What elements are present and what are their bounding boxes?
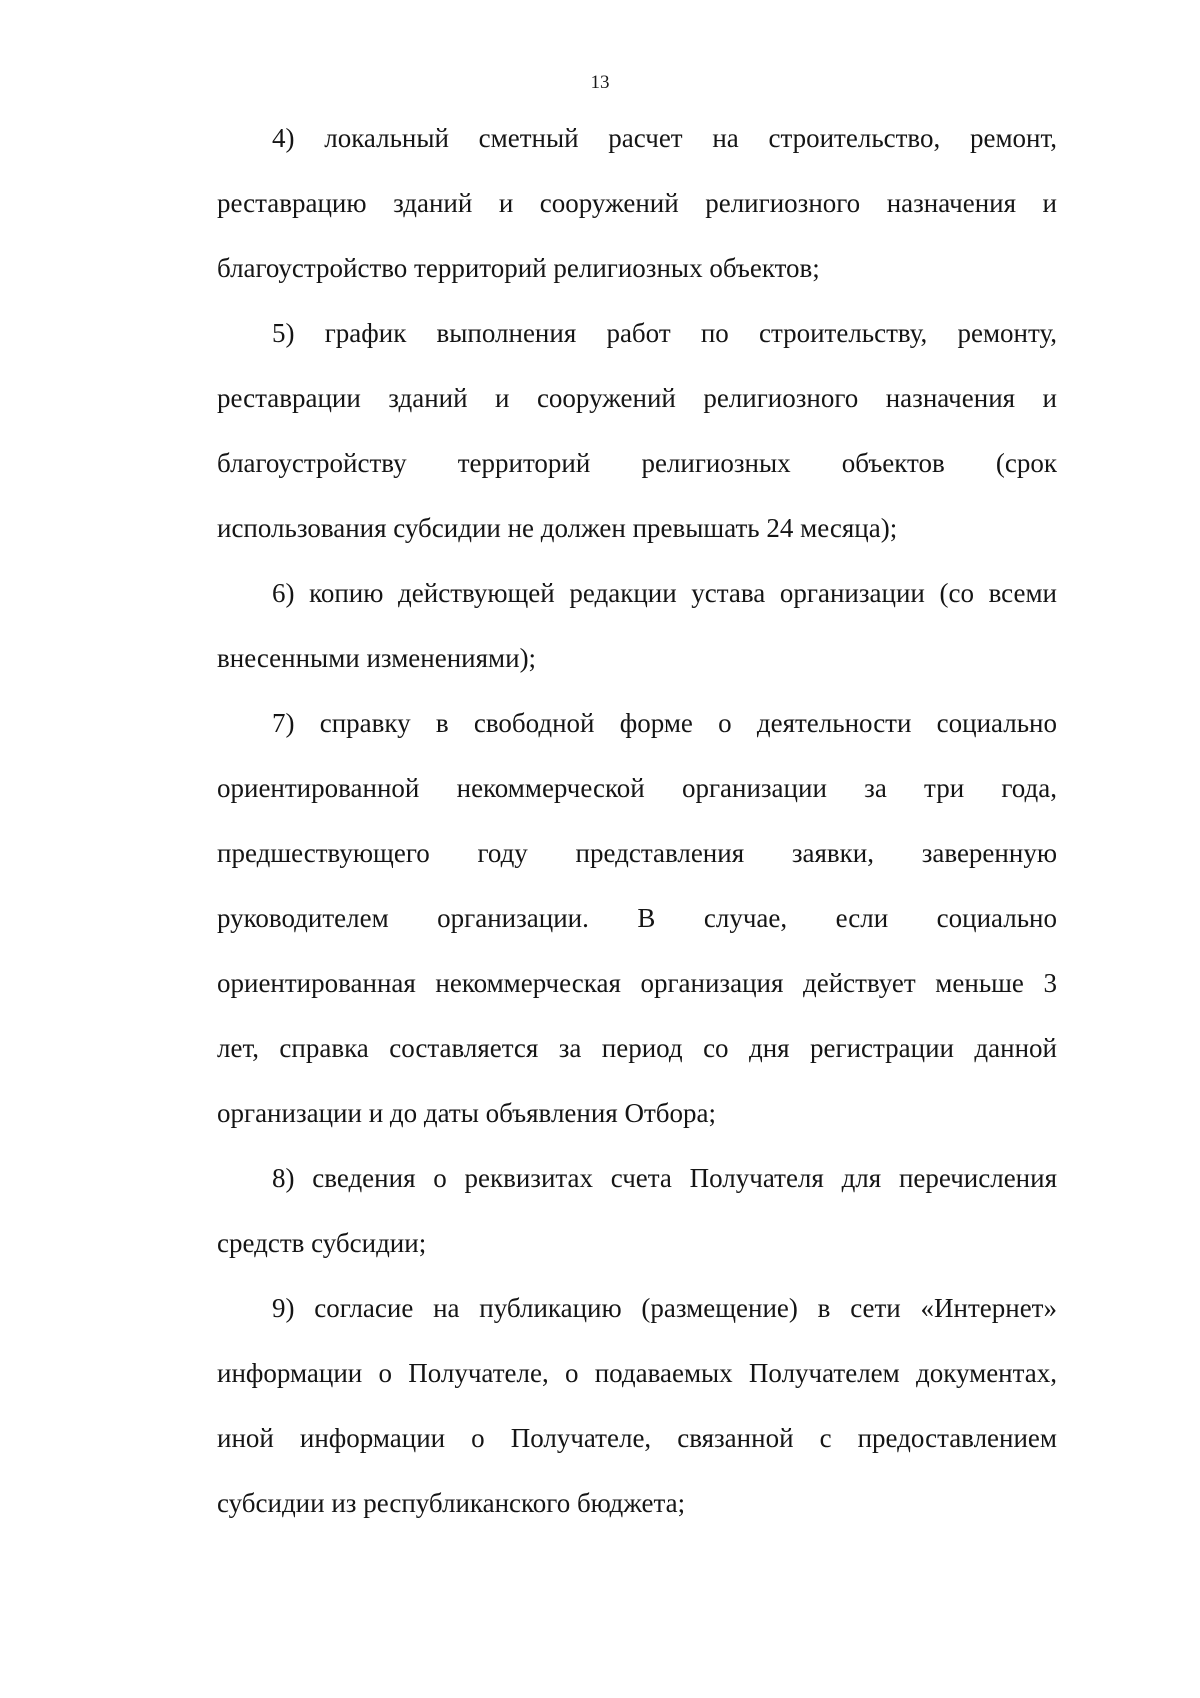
text-line: 8) сведения о реквизитах счета Получателя для перечисления (272, 1163, 1057, 1193)
text-line: 9) согласие на публикацию (размещение) в сети «Интернет» (272, 1293, 1057, 1323)
list-item-7 (217, 691, 1057, 1146)
text-line: 7) справку в свободной форме о деятельности социально (272, 708, 1057, 738)
list-item-6 (217, 561, 1057, 691)
text-line: субсидии из республиканского бюджета; (217, 1488, 686, 1518)
text-line: организации и до даты объявления Отбора; (217, 1098, 716, 1128)
list-item-9 (217, 1276, 1057, 1536)
document-body (217, 106, 1057, 1536)
text-line: иной информации о Получателе, связанной с предоставлением (217, 1423, 1057, 1453)
text-line: ориентированная некоммерческая организация действует меньше 3 (217, 968, 1057, 998)
text-line: реставрацию зданий и сооружений религиозного назначения и (217, 188, 1057, 218)
text-line: 4) локальный сметный расчет на строительство, ремонт, (272, 123, 1057, 153)
text-line: предшествующего году представления заявки, заверенную (217, 838, 1057, 868)
text-line: благоустройство территорий религиозных объектов; (217, 253, 820, 283)
text-line: благоустройству территорий религиозных объектов (срок (217, 448, 1057, 478)
text-line: реставрации зданий и сооружений религиозного назначения и (217, 383, 1057, 413)
list-item-4 (217, 106, 1057, 301)
text-line: внесенными изменениями); (217, 643, 537, 673)
text-line: средств субсидии; (217, 1228, 427, 1258)
text-line: информации о Получателе, о подаваемых Получателем документах, (217, 1358, 1057, 1388)
text-line: 5) график выполнения работ по строительству, ремонту, (272, 318, 1057, 348)
text-line: руководителем организации. В случае, если социально (217, 903, 1057, 933)
list-item-5 (217, 301, 1057, 561)
text-line: ориентированной некоммерческой организации за три года, (217, 773, 1057, 803)
text-line: лет, справка составляется за период со дня регистрации данной (217, 1033, 1057, 1063)
text-line: 6) копию действующей редакции устава организации (со всеми (272, 578, 1057, 608)
list-item-8 (217, 1146, 1057, 1276)
page-number: 13 (590, 72, 610, 93)
text-line: использования субсидии не должен превышать 24 месяца); (217, 513, 898, 543)
